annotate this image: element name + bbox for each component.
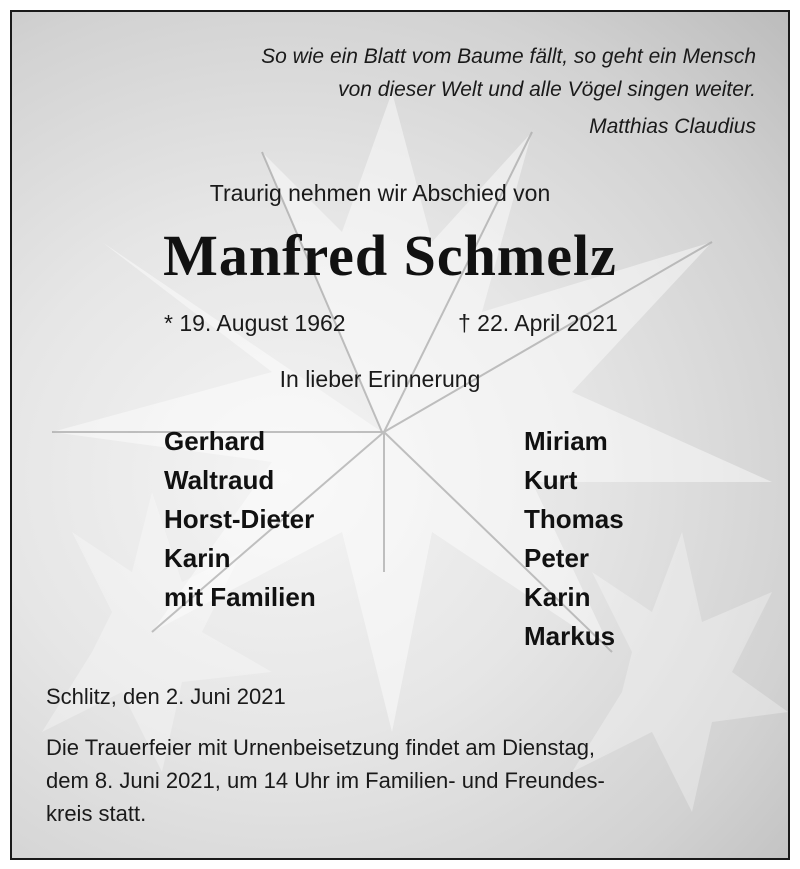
place-date: Schlitz, den 2. Juni 2021 [46,684,286,709]
mourner-name: Horst-Dieter [164,504,315,534]
quote-line: So wie ein Blatt vom Baume fällt, so geht ein Mensch [261,45,756,68]
notice-line: dem 8. Juni 2021, um 14 Uhr im Familien- und Freundes- [46,768,605,793]
mourner-name: Gerhard [164,426,266,456]
mourner-name: mit Familien [164,582,316,612]
quote-line: von dieser Welt und alle Vögel singen weiter. [338,78,756,101]
funeral-notice [46,731,758,830]
mourner-name: Kurt [524,465,578,495]
mourner-name: Markus [524,621,616,651]
death-date: † 22. April 2021 [458,310,618,336]
mourner-name: Karin [164,543,231,573]
intro-text: Traurig nehmen wir Abschied von [209,180,551,206]
birth-date: * 19. August 1962 [164,310,346,336]
mourner-name: Waltraud [164,465,275,495]
mourner-name: Peter [524,543,590,573]
mourner-name: Miriam [524,426,608,456]
deceased-name: Manfred Schmelz [163,223,617,288]
quote-author: Matthias Claudius [589,115,756,138]
mourner-name: Thomas [524,504,624,534]
mourner-name: Karin [524,582,591,612]
obituary-card [10,10,790,860]
mourners-left-column [164,422,316,617]
notice-line: kreis statt. [46,801,147,826]
memory-line: In lieber Erinnerung [279,366,481,392]
mourners-right-column [524,422,624,656]
quote-block [261,40,756,143]
notice-line: Die Trauerfeier mit Urnenbeisetzung findet am Dienstag, [46,735,596,760]
